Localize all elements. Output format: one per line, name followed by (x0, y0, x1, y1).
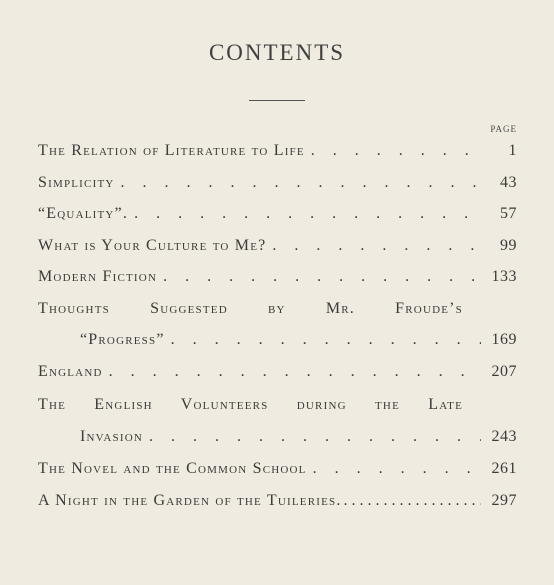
toc-entry (38, 363, 517, 387)
dot-leader (157, 268, 481, 286)
toc-entry-title: What is Your Culture to Me? (38, 237, 267, 254)
toc-entry (38, 174, 517, 198)
toc-entry-page: 133 (491, 268, 517, 285)
toc-entry-title: The Relation of Literature to Life (38, 142, 305, 159)
toc-entry-page: 297 (491, 492, 517, 509)
toc-entry-first-line (38, 300, 463, 324)
toc-entry-title-continuation: Invasion (80, 428, 144, 445)
dot-leader (103, 363, 481, 381)
toc-entry-title: Simplicity (38, 174, 115, 191)
toc-entry (38, 460, 517, 484)
dot-leader (307, 460, 481, 478)
toc-entry (38, 237, 517, 261)
toc-entry-continuation (80, 428, 517, 452)
dot-leader (128, 205, 481, 223)
toc-entry-continuation (80, 331, 517, 355)
dot-leader (305, 142, 481, 160)
contents-heading: CONTENTS (208, 40, 346, 65)
dot-leader (115, 174, 481, 192)
toc-entry (38, 205, 517, 229)
toc-entry-page: 57 (500, 205, 517, 222)
toc-entry-page: 243 (491, 428, 517, 445)
dot-leader (143, 428, 481, 446)
toc-entry-title: The English Volunteers during the Late (38, 396, 463, 413)
toc-entry-title: The Novel and the Common School (38, 460, 307, 477)
toc-entry-page: 1 (508, 142, 517, 159)
dot-leader (266, 237, 481, 255)
dot-leader (342, 492, 481, 510)
toc-entry-title: “Equality”. (38, 205, 129, 222)
toc-entry (38, 492, 517, 516)
toc-entry-title: A Night in the Garden of the Tuileries. (38, 492, 342, 509)
dot-leader (165, 331, 481, 349)
toc-entry-page: 169 (491, 331, 517, 348)
toc-entry-page: 207 (491, 363, 517, 380)
toc-entry-title: England (38, 363, 103, 380)
toc-entry-title: Modern Fiction (38, 268, 158, 285)
toc-entry-title-continuation: “Progress” (80, 331, 165, 348)
toc-entry-page: 43 (500, 174, 517, 191)
toc-entry-page: 261 (491, 460, 517, 477)
toc-entry (38, 142, 517, 166)
toc-entry-title: Thoughts Suggested by Mr. Froude’s (38, 300, 463, 317)
page-column-label: PAGE (490, 124, 517, 134)
toc-entry (38, 268, 517, 292)
toc-entry-page: 99 (500, 237, 517, 254)
toc-entry-first-line (38, 396, 463, 420)
heading-rule (249, 100, 305, 101)
